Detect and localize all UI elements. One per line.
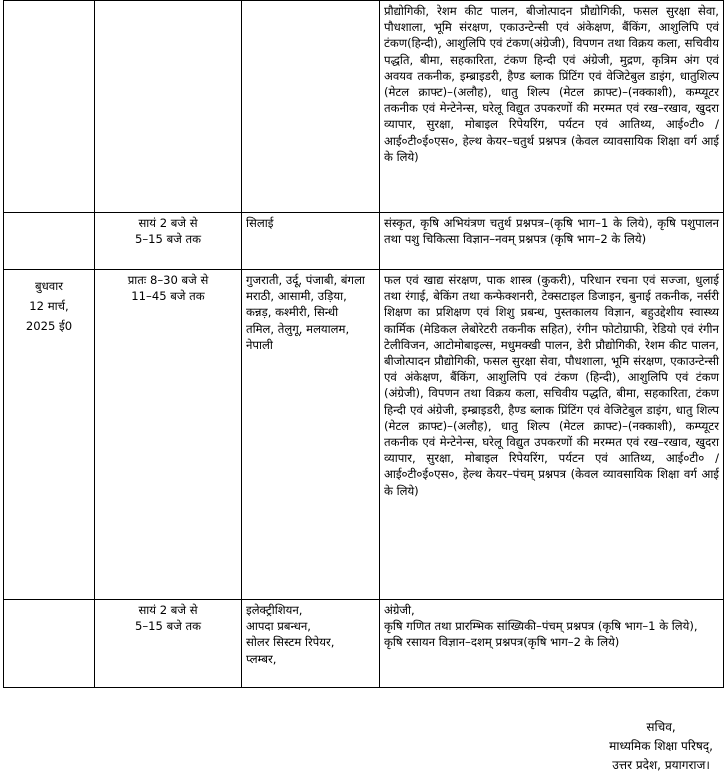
subject-line: कृषि रसायन विज्ञान–दशम् प्रश्नपत्र(कृषि भाग–2 के लिये) [384, 635, 620, 650]
day-text [8, 215, 90, 219]
subject-cell [380, 213, 724, 270]
day-text: बुधवार 12 मार्च, 2025 ई0 [25, 279, 73, 333]
signature-office: माध्यमिक शिक्षा परिषद्, [609, 739, 713, 753]
day-cell [4, 1, 95, 213]
language-text: सिलाई [246, 216, 274, 230]
subject-line: कृषि गणित तथा प्रारम्भिक सांख्यिकी–पंचम् प्रश्नपत्र (कृषि भाग–1 के लिये), [384, 619, 698, 634]
table-row [4, 213, 724, 270]
day-cell [4, 213, 95, 270]
language-text: गुजराती, उर्दू, पंजाबी, बंगला मराठी, आसामी, उड़िया, कन्नड़, कश्मीरी, सिन्धी तमिल, तेलुगू, मलयालम, नेपाली [246, 273, 365, 352]
signature-location: उत्तर प्रदेश, प्रयागराज। [612, 758, 710, 772]
subject-line: अंग्रेजी, [384, 603, 415, 617]
time-cell [95, 1, 242, 213]
subject-cell [380, 270, 724, 600]
signature-title: सचिव, [646, 720, 676, 734]
subject-text: फल एवं खाद्य संरक्षण, पाक शास्त्र (कुकरी), परिधान रचना एवं सज्जा, धुलाई तथा रंगाई, बेकिंग तथा कन्फेक्शनरी, टेक्सटाइल डिजाइन, बुनाई तकनीक, नर्सरी शिक्षण का प्रशिक्षण एवं शिशु प्रबन्ध, पुस्तकालय विज्ञान, बहुउद्देशीय स्वास्थ्य कार्मिक (मेडिकल लेबोरेटरी तकनीक सहित), रंगीन फोटोग्राफी, रेडियो एवं रंगीन टेलीविजन, आटोमोबाइल्स, मधुमक्खी पालन, डेरी प्रौद्योगिकी, रेशम कीट पालन, बीजोत्पादन प्रौद्योगिकी, फसल सुरक्षा सेवा, पौधशाला, भूमि संरक्षण, एकाउन्टेन्सी एवं अंकेक्षण, बैंकिंग, आशुलिपि एवं टंकण (हिन्दी), आशुलिपि एवं टंकण (अंग्रेजी), विपणन तथा विक्रय कला, सचिवीय पद्धति, बीमा, सहकारिता, टंकण हिन्दी एवं अंग्रेजी, इम्ब्राइडरी, हैण्ड ब्लाक प्रिंटिंग एवं वेजिटेबुल डाइंग, धातु शिल्प (मेटल क्राफ्ट)–(अलौह), धातु शिल्प (मेटल क्राफ्ट)–(नक्काशी), कम्प्यूटर तकनीक एवं मेन्टेनेन्स, घरेलू विद्युत उपकरणों की मरम्मत एवं रख–रखाव, खुदरा व्यापार, सुरक्षा, मोबाइल रिपेयरिंग, पर्यटन एवं आतिथ्य, आई०टी० / आई०टी०ई०एस०, हेल्थ केयर–पंचम् प्रश्नपत्र (केवल व्यावसायिक शिक्षा वर्ग आई के लिये) [384, 273, 719, 498]
time-cell [95, 213, 242, 270]
subject-text: संस्कृत, कृषि अभियंत्रण चतुर्थ प्रश्नपत्र–(कृषि भाग–1 के लिये), कृषि पशुपालन तथा पशु चिकित्सा विज्ञान–नवम् प्रश्नपत्र (कृषि भाग–2 के लिये) [384, 216, 719, 247]
subject-cell [380, 600, 724, 688]
time-cell [95, 270, 242, 600]
time-text: सायं 2 बजे से 5–15 बजे तक [134, 603, 202, 634]
day-text [8, 3, 90, 7]
day-cell [4, 270, 95, 600]
day-text [8, 602, 90, 606]
exam-schedule-table [3, 0, 724, 688]
time-text: सायं 2 बजे से 5–15 बजे तक [134, 216, 202, 247]
language-cell [242, 213, 380, 270]
language-cell [242, 600, 380, 688]
subject-cell [380, 1, 724, 213]
table-row [4, 600, 724, 688]
table-row [4, 270, 724, 600]
language-text: इलेक्ट्रीशियन, आपदा प्रबन्धन, सोलर सिस्टम रिपेयर, प्लम्बर, [246, 603, 335, 666]
language-cell [242, 270, 380, 600]
language-cell [242, 1, 380, 213]
table-row [4, 1, 724, 213]
day-cell [4, 600, 95, 688]
signature-block [609, 718, 713, 775]
time-cell [95, 600, 242, 688]
time-text: प्रातः 8–30 बजे से 11–45 बजे तक [127, 273, 209, 304]
subject-text: प्रौद्योगिकी, रेशम कीट पालन, बीजोत्पादन प्रौद्योगिकी, फसल सुरक्षा सेवा, पौधशाला, भूमि संरक्षण, एकाउन्टेन्सी एवं अंकेक्षण, बैंकिंग, आशुलिपि एवं टंकण(हिन्दी), आशुलिपि एवं टंकण(अंग्रेजी), विपणन तथा विक्रय कला, सचिवीय पद्धति, बीमा, सहकारिता, टंकण हिन्दी एवं अंग्रेजी, मुद्रण, कृत्रिम अंग एवं अवयव तकनीक, इम्ब्राइडरी, हैण्ड ब्लाक प्रिंटिंग एवं वेजिटेबुल डाइंग, धातुशिल्प (मेटल क्राफ्ट)–(अलौह), धातु शिल्प (मेटल क्राफ्ट)–(नक्काशी), कम्प्यूटर तकनीक एवं मेन्टेनेन्स, घरेलू विद्युत उपकरणों की मरम्मत एवं रख–रखाव, खुदरा व्यापार, सुरक्षा, मोबाइल रिपेयरिंग, पर्यटन एवं आतिथ्य, आई०टी० / आई०टी०ई०एस०, हेल्थ केयर–चतुर्थ प्रश्नपत्र (केवल व्यावसायिक शिक्षा वर्ग आई के लिये) [384, 4, 719, 164]
